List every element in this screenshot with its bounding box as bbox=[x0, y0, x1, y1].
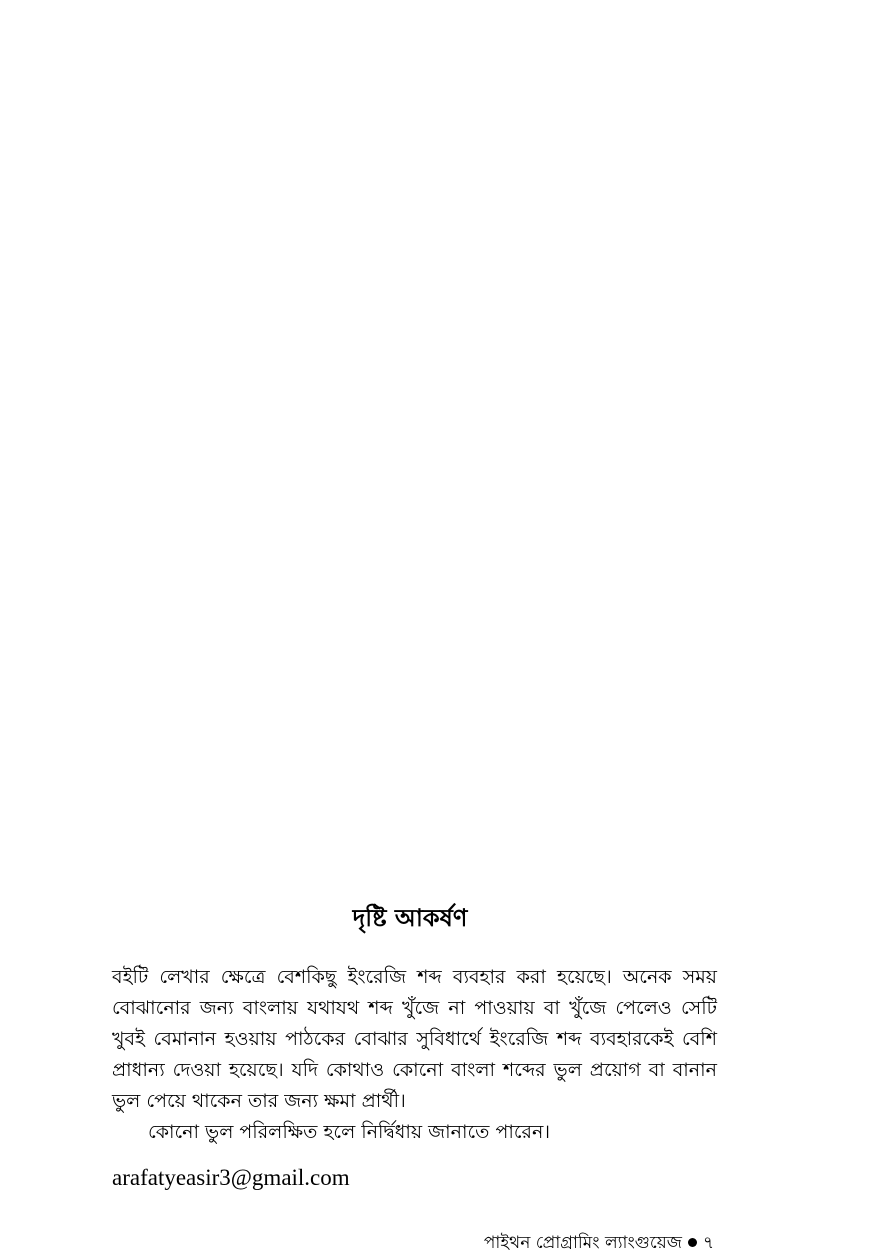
footer-book-title: পাইথন প্রোগ্রামিং ল্যাংগুয়েজ bbox=[483, 1233, 682, 1253]
paragraph-request: কোনো ভুল পরিলক্ষিত হলে নির্দ্বিধায় জানাতে পারেন। bbox=[148, 1121, 551, 1143]
body-text bbox=[112, 962, 717, 1148]
bullet-dot-icon bbox=[688, 1238, 697, 1247]
contact-email: arafatyeasir3@gmail.com bbox=[112, 1165, 350, 1190]
paragraph-notice: বইটি লেখার ক্ষেত্রে বেশকিছু ইংরেজি শব্দ ব্যবহার করা হয়েছে। অনেক সময় বোঝানোর জন্য বাংলায় যথাযথ শব্দ খুঁজে না পাওয়ায় বা খুঁজে পেলেও সেটি খুবই বেমানান হওয়ায় পাঠকের বোঝার সুবিধার্থে ইংরেজি শব্দ ব্যবহারকেই বেশি প্রাধান্য দেওয়া হয়েছে। যদি কোথাও কোনো বাংলা শব্দের ভুল প্রয়োগ বা বানান ভুল পেয়ে থাকেন তার জন্য ক্ষমা প্রার্থী। bbox=[112, 966, 717, 1112]
page-heading: দৃষ্টি আকর্ষণ bbox=[352, 904, 468, 932]
footer-page-number: ৭ bbox=[702, 1233, 714, 1253]
page-footer bbox=[484, 1230, 714, 1256]
